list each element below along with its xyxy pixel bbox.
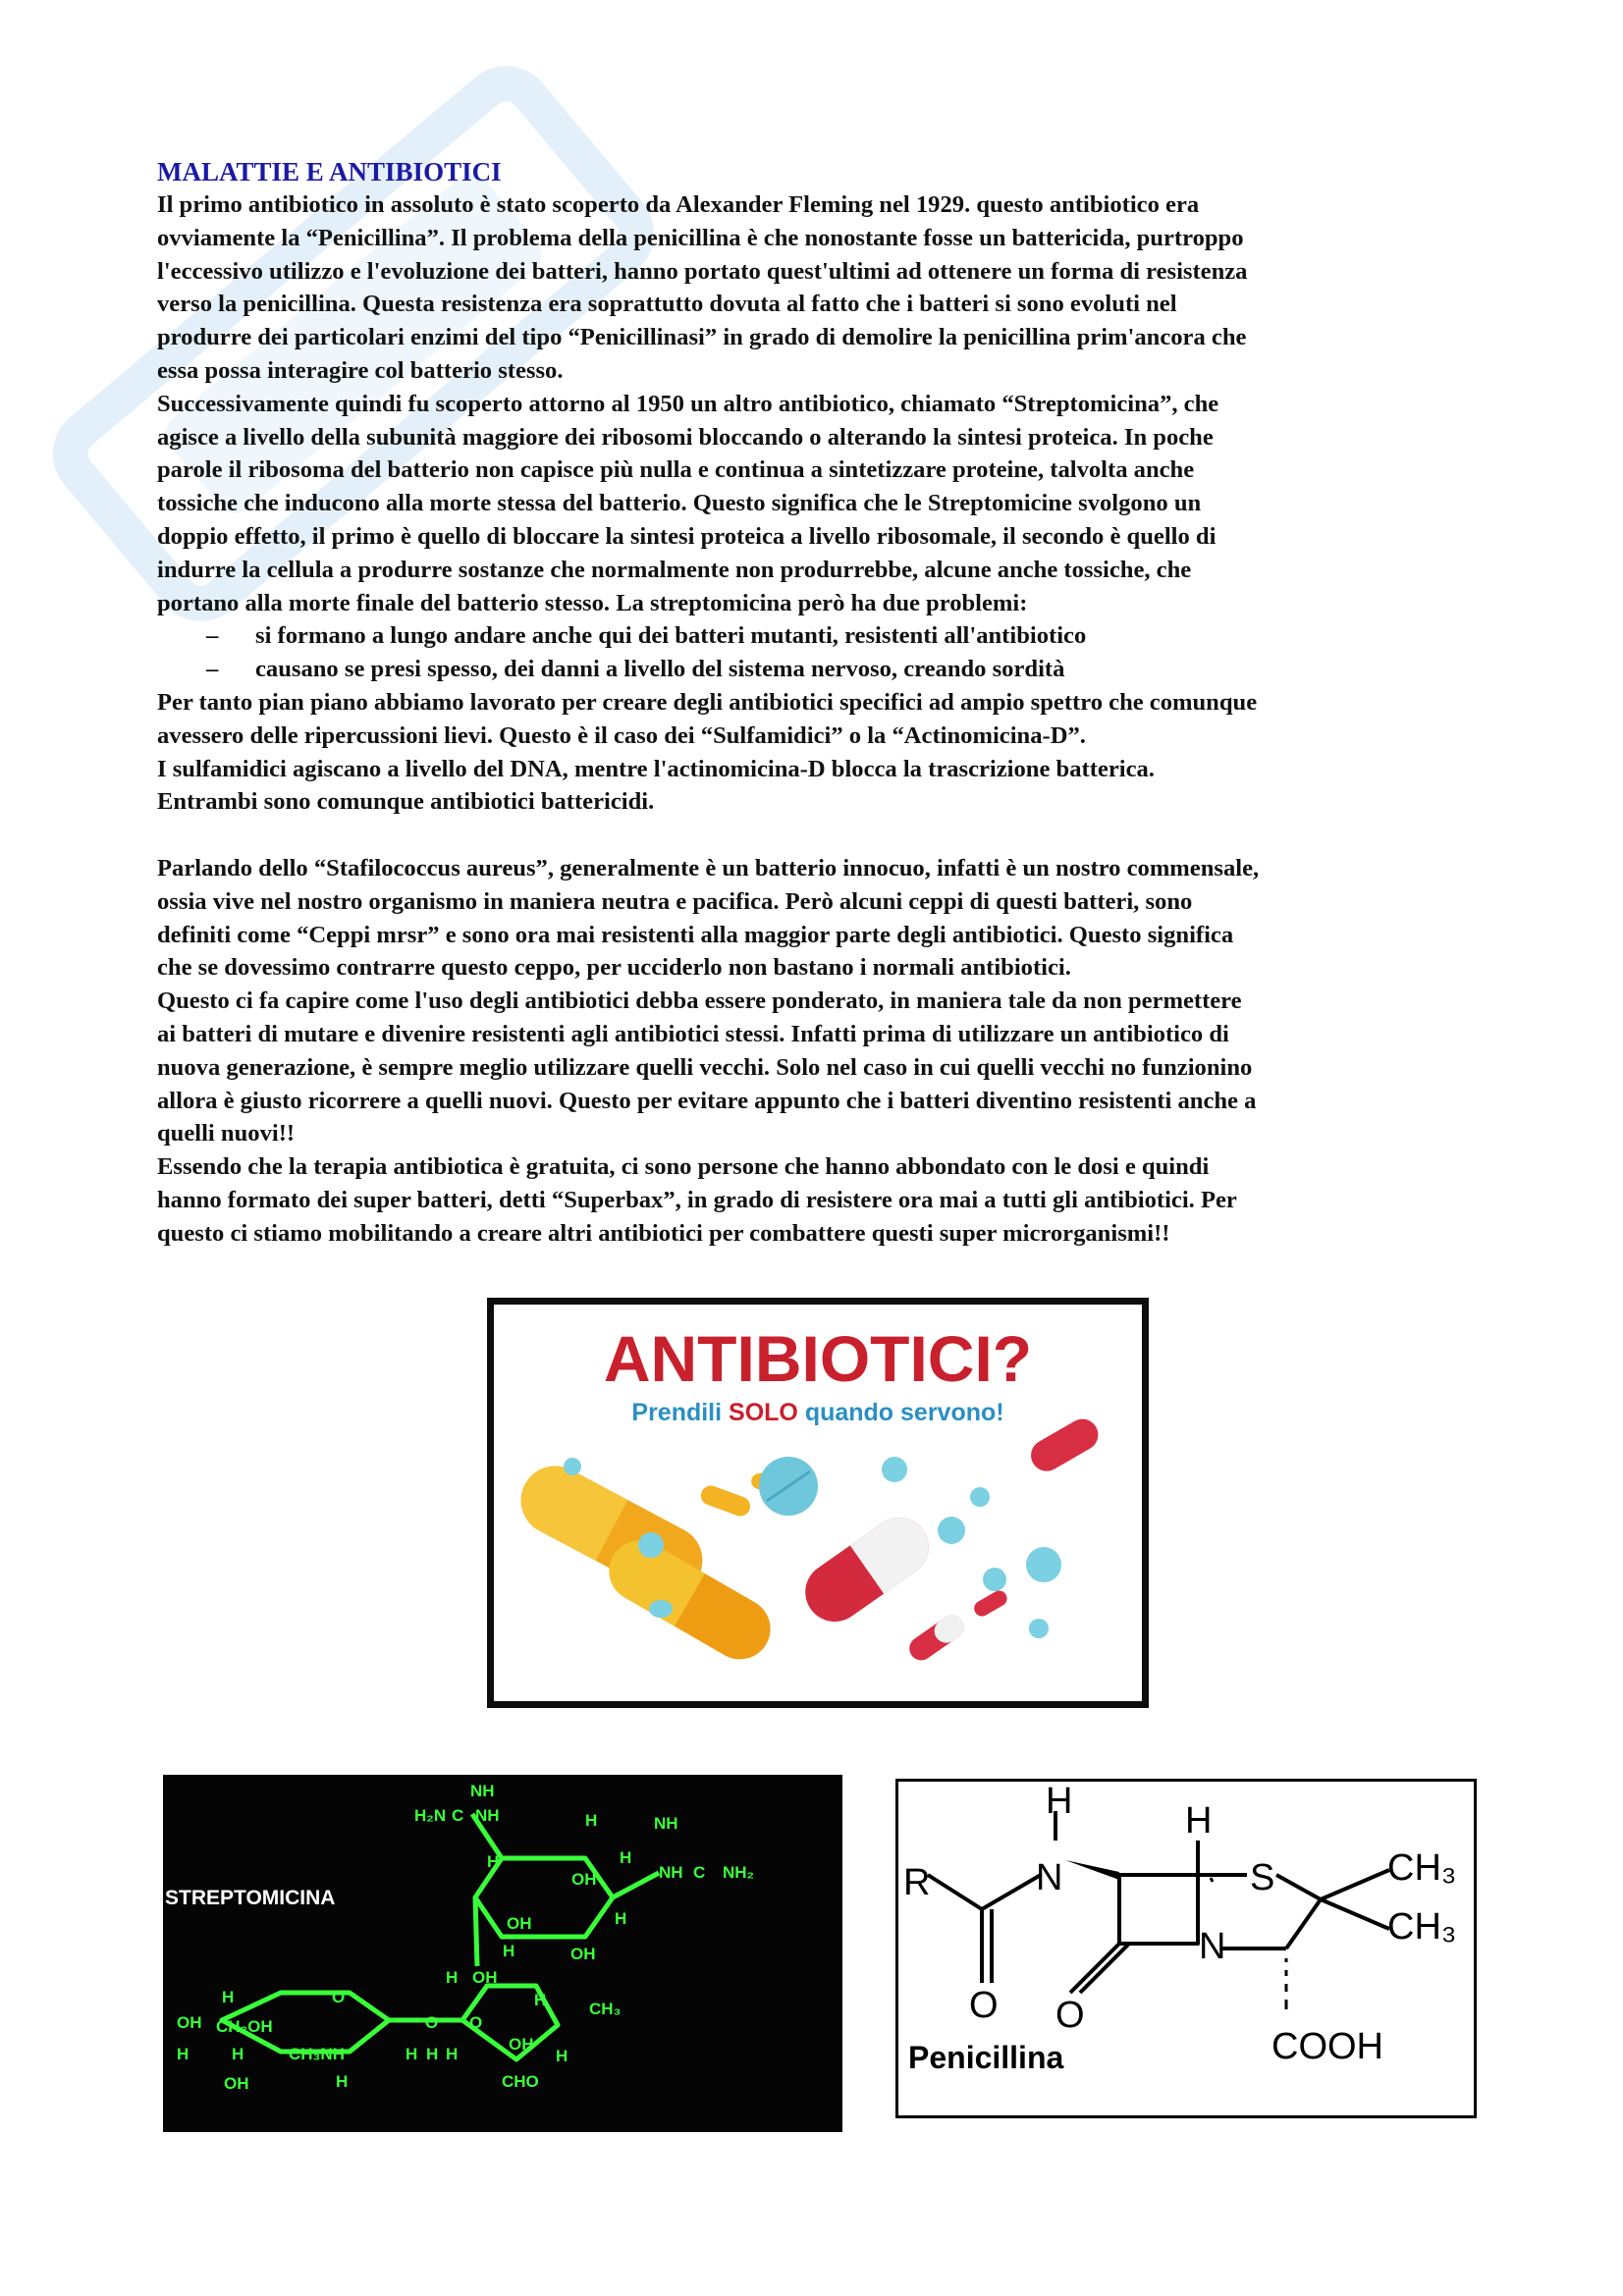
streptomicina-diagram (163, 1775, 842, 2132)
text-line: allora è giusto ricorrere a quelli nuovi. Questo per evitare appunto che i batteri diventino resistenti anche a (157, 1087, 1257, 1114)
svg-text:O: O (332, 1988, 346, 2006)
svg-text:H: H (406, 2045, 418, 2063)
antibiotici-poster-image (487, 1298, 1149, 1708)
list-item (157, 619, 1473, 653)
penicillina-structure-image (895, 1779, 1477, 2118)
tablet-blue (938, 1517, 965, 1544)
svg-text:NH: NH (475, 1806, 500, 1825)
svg-text:H: H (446, 2045, 459, 2063)
svg-text:O: O (469, 2013, 483, 2032)
svg-text:NH: NH (470, 1782, 495, 1800)
text-line: doppio effetto, il primo è quello di bloccare la sintesi proteica a livello ribosomale, il secondo è quello di (157, 522, 1217, 550)
svg-text:OH: OH (571, 1870, 597, 1889)
poster-tagline: Prendili SOLO quando servono! (631, 1399, 1004, 1426)
svg-text:CH₂OH: CH₂OH (216, 2017, 273, 2036)
svg-text:H: H (177, 2045, 189, 2063)
svg-text:CH₃NH: CH₃NH (289, 2045, 345, 2063)
svg-text:CH₃: CH₃ (589, 2000, 622, 2018)
text-line: indurre la cellula a produrre sostanze che normalmente non produrrebbe, alcune anche tossiche, che (157, 556, 1192, 583)
svg-text:OH: OH (472, 1968, 498, 1987)
tablet-blue (1029, 1619, 1049, 1638)
text-line: Per tanto pian piano abbiamo lavorato per creare degli antibiotici specifici ad ampio spettro che comunque (157, 688, 1258, 716)
bullet-marker: – (206, 622, 219, 650)
svg-text:OH: OH (224, 2074, 249, 2093)
text-line: Entrambi sono comunque antibiotici battericidi. (157, 788, 655, 816)
svg-text:H: H (487, 1852, 500, 1871)
svg-text:O: O (969, 1985, 999, 2026)
text-line: ovviamente la “Penicillina”. Il problema della penicillina è che nonostante fosse un battericida, purtroppo (157, 224, 1244, 251)
svg-text:O: O (425, 2013, 439, 2032)
text-line: tossiche che inducono alla morte stessa del batterio. Questo significa che le Streptomicine svolgono un (157, 490, 1202, 517)
text-line: essa possa interagire col batterio stesso. (157, 356, 564, 384)
svg-text:H: H (1185, 1800, 1213, 1842)
svg-text:H: H (585, 1811, 598, 1830)
list-item-text: causano se presi spesso, dei danni a livello del sistema nervoso, creando sordità (255, 656, 1065, 683)
svg-text:O: O (1055, 1995, 1085, 2036)
list-item (157, 653, 1473, 686)
streptomicina-structure-image (163, 1775, 842, 2132)
capsule-red-small (905, 1611, 969, 1665)
text-line: che se dovessimo contrarre questo ceppo, per ucciderlo non bastano i normali antibiotici. (157, 954, 1071, 982)
paragraph-2 (157, 686, 1473, 819)
svg-text:H: H (1046, 1782, 1073, 1822)
text-line: Essendo che la terapia antibiotica è gratuita, ci sono persone che hanno abbondato con le dosi e quindi (157, 1153, 1210, 1181)
text-line: ossia vive nel nostro organismo in maniera neutra e pacifica. Però alcuni ceppi di questi batteri, sono (157, 887, 1193, 915)
capsule-red-large (793, 1506, 940, 1632)
text-line: questo ci stiamo mobilitando a creare altri antibiotici per combattere questi super microrganismi!! (157, 1219, 1170, 1247)
svg-text:H: H (534, 1991, 547, 2009)
capsule-red (1025, 1414, 1104, 1477)
text-line: I sulfamidici agiscano a livello del DNA, mentre l'actinomicina-D blocca la trascrizione batterica. (157, 755, 1155, 782)
svg-text:COOH: COOH (1271, 2026, 1383, 2067)
svg-text:H: H (503, 1942, 515, 1960)
streptomicina-label: STREPTOMICINA (165, 1887, 336, 1909)
svg-text:S: S (1250, 1857, 1275, 1898)
tablet-blue (882, 1457, 907, 1482)
svg-text:H₂N: H₂N (414, 1806, 447, 1825)
list-item-text: si formano a lungo andare anche qui dei batteri mutanti, resistenti all'antibiotico (255, 622, 1087, 650)
text-line: verso la penicillina. Questa resistenza era soprattutto dovuta al fatto che i batteri si sono evoluti nel (157, 291, 1177, 318)
text-line: agisce a livello della subunità maggiore dei ribosomi bloccando o alterando la sintesi proteica. In poche (157, 423, 1214, 451)
text-line: definiti come “Ceppi mrsr” e sono ora mai resistenti alla maggior parte degli antibiotici. Questo significa (157, 921, 1234, 948)
capsule-red-small (971, 1588, 1009, 1620)
svg-text:OH: OH (509, 2035, 534, 2054)
text-line: portano alla morte finale del batterio stesso. La streptomicina però ha due problemi: (157, 589, 1028, 616)
tablet-blue (983, 1568, 1006, 1591)
text-line: l'eccessivo utilizzo e l'evoluzione dei batteri, hanno portato quest'ultimi ad ottenere un forma di resistenza (157, 257, 1248, 285)
tablet-blue (649, 1600, 673, 1618)
svg-text:C: C (693, 1863, 706, 1882)
tablet-blue (564, 1458, 581, 1475)
tablet-blue (1026, 1547, 1061, 1582)
svg-text:CH₃: CH₃ (1387, 1906, 1457, 1948)
svg-text:OH: OH (507, 1914, 532, 1933)
bullet-marker: – (206, 656, 219, 683)
svg-text:NH₂: NH₂ (723, 1863, 755, 1882)
svg-text:NH: NH (659, 1863, 683, 1882)
pills-illustration (494, 1305, 1142, 1701)
svg-text:R: R (903, 1862, 931, 1903)
capsule-small (698, 1483, 753, 1520)
penicillina-label: Penicillina (908, 2040, 1064, 2075)
svg-text:NH: NH (654, 1814, 678, 1833)
tablet-blue (970, 1487, 990, 1507)
svg-text:H: H (336, 2072, 349, 2091)
text-line: Questo ci fa capire come l'uso degli antibiotici debba essere ponderato, in maniera tale da non permettere (157, 988, 1242, 1015)
penicillina-diagram (898, 1782, 1474, 2115)
svg-text:OH: OH (177, 2013, 202, 2032)
text-line: Il primo antibiotico in assoluto è stato scoperto da Alexander Fleming nel 1929. questo antibiotico era (157, 191, 1200, 218)
text-line: Successivamente quindi fu scoperto attorno al 1950 un altro antibiotico, chiamato “Streptomicina”, che (157, 390, 1219, 417)
text-line: nuova generazione, è sempre meglio utilizzare quelli vecchi. Solo nel caso in cui quelli vecchi no funzionino (157, 1053, 1253, 1081)
svg-text:N: N (1199, 1926, 1226, 1967)
svg-text:H: H (222, 1988, 235, 2006)
svg-text:OH: OH (570, 1945, 596, 1963)
text-line: hanno formato dei super batteri, detti “Superbax”, in grado di resistere ora mai a tutti gli antibiotici. Per (157, 1186, 1237, 1213)
text-line: Parlando dello “Stafilococcus aureus”, generalmente è un batterio innocuo, infatti è un nostro commensale, (157, 854, 1260, 881)
text-line: produrre dei particolari enzimi del tipo “Penicillinasi” in grado di demolire la penicillina prim'ancora che (157, 324, 1247, 351)
paragraph-gap (157, 819, 1473, 852)
svg-text:H: H (620, 1848, 632, 1867)
svg-text:H: H (426, 2045, 439, 2063)
poster-headline: ANTIBIOTICI? (603, 1322, 1033, 1395)
document-body (157, 155, 1473, 1251)
svg-text:H: H (232, 2045, 244, 2063)
svg-text:CH₃: CH₃ (1387, 1847, 1457, 1889)
text-line: quelli nuovi!! (157, 1120, 296, 1148)
svg-text:H: H (615, 1909, 627, 1928)
text-line: parole il ribosoma del batterio non capisce più nulla e continua a sintetizzare proteine, talvolta anche (157, 456, 1195, 484)
svg-text:C: C (452, 1806, 464, 1825)
svg-text:H: H (446, 1968, 459, 1987)
paragraph-3 (157, 852, 1473, 1251)
text-line: ai batteri di mutare e divenire resistenti agli antibiotici stessi. Infatti prima di utilizzare un antibiotico di (157, 1020, 1229, 1047)
svg-text:N: N (1036, 1857, 1063, 1898)
bullet-list (157, 619, 1473, 686)
text-line: avessero delle ripercussioni lievi. Questo è il caso dei “Sulfamidici” o la “Actinomicina-D”. (157, 721, 1086, 749)
svg-text:H: H (556, 2047, 568, 2065)
document-title: MALATTIE E ANTIBIOTICI (157, 157, 502, 187)
paragraph-1 (157, 188, 1473, 619)
tablet-blue (638, 1532, 664, 1558)
svg-text:CHO: CHO (502, 2072, 539, 2091)
